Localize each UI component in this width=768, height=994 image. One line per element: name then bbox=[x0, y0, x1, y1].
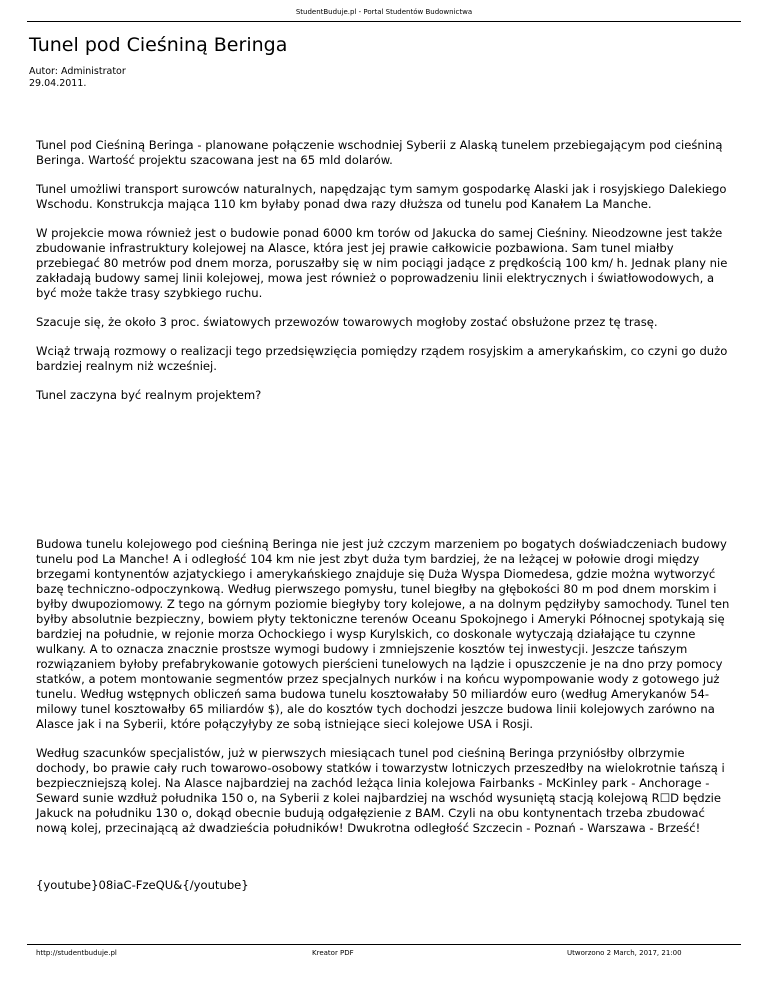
article-author: Autor: Administrator bbox=[29, 66, 126, 77]
footer-creator: Kreator PDF bbox=[312, 949, 354, 957]
paragraph: W projekcie mowa również jest o budowie ponad 6000 km torów od Jakucka do samej Cieśniny. Nieodzowne jest także zbudowanie infrastruktury kolejowej na Alasce, która jest jej prawie całkowicie pozbawiona. Sam tunel miałby przebiegać 80 metrów pod dnem morza, poruszałby się w nim pociągi jadące z prędkością 100 km/ h. Jednak plany nie zakładają budowy samej linii kolejowej, mowa jest również o poprowadzeniu linii elektrycznych i światłowodowych, a być może także trasy szybkiego ruchu. bbox=[36, 226, 728, 300]
footer-created-date: Utworzono 2 March, 2017, 21:00 bbox=[567, 949, 682, 957]
article-body bbox=[36, 138, 736, 907]
paragraph: Według szacunków specjalistów, już w pierwszych miesiącach tunel pod cieśniną Beringa przyniósłby olbrzymie dochody, bo prawie cały ruch towarowo-osobowy statków i towarzystw lotniczych przeszedłby na wielokrotnie tańszą i bezpieczniejszą kolej. Na Alasce najbardziej na zachód leżąca linia kolejowa Fairbanks - McKinley park - Anchorage - Seward sunie wzdłuż południka 150 o, na Syberii z kolei najbardziej na wschód wysuniętą stacją kolejową R☐D będzie Jakuck na południku 130 o, dokąd obecnie budują odgałęzienie z BAM. Czyli na obu kontynentach trzeba zbudować nową kolej, przecinającą aż dwadzieścia południków! Dwukrotna odległość Szczecin - Poznań - Warszawa - Brześć! bbox=[36, 746, 725, 835]
footer-url-link[interactable]: http://studentbuduje.pl bbox=[36, 949, 117, 957]
section-subheading: Tunel zaczyna być realnym projektem? bbox=[36, 388, 262, 402]
article-title: Tunel pod Cieśniną Beringa bbox=[29, 34, 288, 56]
page-header: StudentBuduje.pl - Portal Studentów Budownictwa bbox=[295, 8, 473, 16]
footer-divider bbox=[27, 944, 741, 945]
article-date: 29.04.2011. bbox=[29, 78, 87, 89]
header-divider bbox=[27, 21, 741, 22]
paragraph: Szacuje się, że około 3 proc. światowych przewozów towarowych mogłoby zostać obsłużone przez tę trasę. bbox=[36, 315, 658, 329]
youtube-embed-code: {youtube}08iaC-FzeQU&{/youtube} bbox=[36, 878, 249, 892]
paragraph: Budowa tunelu kolejowego pod cieśniną Beringa nie jest już czczym marzeniem po bogatych doświadczeniach budowy tunelu pod La Manche! A i odległość 104 km nie jest zbyt duża tym bardziej, że na leżącej w połowie drogi między brzegami kontynentów azjatyckiego i amerykańskiego znajduje się Duża Wyspa Diomedesa, gdzie można wytworzyć bazę techniczno-odpoczynkową. Według pierwszego pomysłu, tunel biegłby na głębokości 80 m pod dnem morskim i byłby dwupoziomowy. Z tego na górnym poziomie biegłyby tory kolejowe, a na dolnym pędziłyby samochody. Tunel ten byłby absolutnie bezpieczny, bowiem płyty tektoniczne terenów Oceanu Spokojnego i Ameryki Północnej spotykają się bardziej na południe, w rejonie morza Ochockiego i wysp Kurylskich, co doskonale wytyczają działające tu czynne wulkany. A to oznacza znacznie prostsze wymogi budowy i zmniejszenie kosztów tej inwestycji. Jeszcze tańszym rozwiązaniem byłoby prefabrykowanie gotowych pierścieni tunelowych na lądzie i opuszczenie je na dno przy pomocy statków, a potem montowanie segmentów przez specjalnych nurków i na końcu wypompowanie wody z gotowego już tunelu. Według wstępnych obliczeń sama budowa tunelu kosztowałaby 50 miliardów euro (według Amerykanów 54-milowy tunel kosztowałby 65 miliardów $), ale do kosztów tych dochodzi jeszcze budowa linii kolejowych zarówno na Alasce jak i na Syberii, które połączyłyby ze sobą istniejące sieci kolejowe USA i Rosji. bbox=[36, 537, 730, 731]
paragraph: Wciąż trwają rozmowy o realizacji tego przedsięwzięcia pomiędzy rządem rosyjskim a amerykańskim, co czyni go dużo bardziej realnym niż wcześniej. bbox=[36, 344, 728, 373]
paragraph: Tunel pod Cieśniną Beringa - planowane połączenie wschodniej Syberii z Alaską tunelem przebiegającym pod cieśniną Beringa. Wartość projektu szacowana jest na 65 mld dolarów. bbox=[36, 138, 723, 167]
article-meta bbox=[29, 66, 126, 90]
paragraph: Tunel umożliwi transport surowców naturalnych, napędzając tym samym gospodarkę Alaski jak i rosyjskiego Dalekiego Wschodu. Konstrukcja mająca 110 km byłaby ponad dwa razy dłuższa od tunelu pod Kanałem La Manche. bbox=[36, 182, 727, 211]
